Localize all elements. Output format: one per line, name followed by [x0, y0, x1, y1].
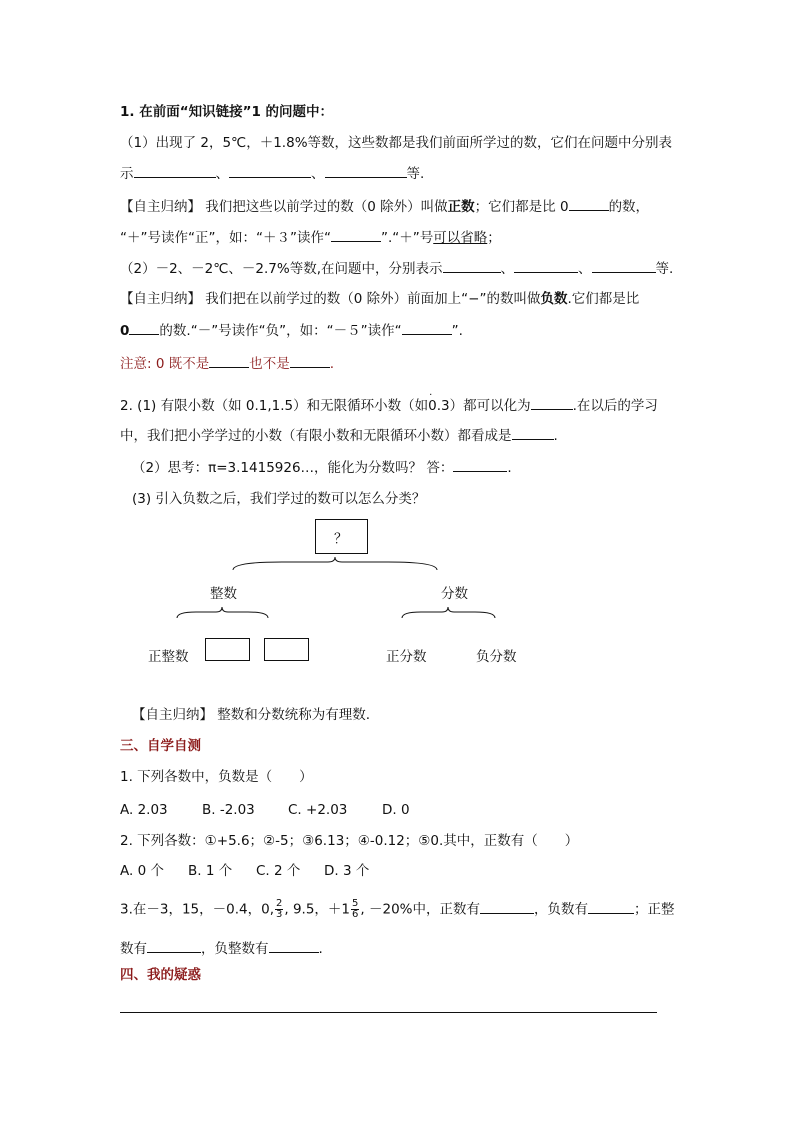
option-a[interactable]: A. 2.03	[120, 802, 168, 818]
diagram-fractions-label: 分数	[441, 586, 468, 602]
answer-blank[interactable]	[588, 900, 634, 914]
q1-part2: （2）－2、－2℃、－2.7%等数,在问题中，分别表示 、 、 等.	[120, 261, 674, 277]
q1-induction1-line2: “＋”号读作“正”，如：“＋３”读作“ ”.“＋”号可以省略；	[120, 230, 501, 246]
option-b[interactable]: B. -2.03	[202, 802, 255, 818]
diagram-positive-fractions-label: 正分数	[386, 649, 427, 665]
q2-part1-line1: 2. (1) 有限小数（如 0.1,1.5）和无限循环小数（如 · 0.3）都可以化为 .在以后的学习	[120, 390, 658, 414]
answer-blank[interactable]	[443, 259, 501, 273]
diagram-positive-integers-label: 正整数	[148, 649, 189, 665]
answer-blank[interactable]	[402, 321, 452, 335]
q1-title: 1. 在前面“知识链接”1 的问题中：	[120, 104, 334, 120]
section4-heading: 四、我的疑惑	[120, 967, 201, 983]
answer-blank[interactable]	[531, 396, 573, 410]
section3-heading: 三、自学自测	[120, 738, 201, 754]
pi-symbol: π	[208, 460, 217, 476]
fraction-two-thirds: $\frac{2}{3}$	[276, 898, 283, 920]
q1-note: 注意: 0 既不是 也不是 .	[120, 356, 335, 372]
option-b[interactable]: B. 1 个	[188, 863, 233, 879]
answer-blank[interactable]	[229, 164, 311, 178]
option-c[interactable]: C. 2 个	[256, 863, 301, 879]
answer-blank[interactable]	[569, 197, 609, 211]
answer-blank[interactable]	[209, 354, 249, 368]
diagram-integers-label: 整数	[210, 586, 237, 602]
answer-blank[interactable]	[514, 259, 578, 273]
diagram-blank-box-negative-integers[interactable]	[264, 638, 309, 661]
q1-induction2-line1: 【自主归纳】 我们把在以前学过的数（0 除外）前面加上“−”的数叫做负数.它们都是比	[120, 291, 640, 307]
option-d[interactable]: D. 0	[382, 802, 410, 818]
answer-blank[interactable]	[325, 164, 407, 178]
option-c[interactable]: C. +2.03	[288, 802, 348, 818]
diagram-root-label: ？	[334, 531, 348, 547]
fraction-five-sixths: $\frac{5}{6}$	[352, 898, 359, 920]
answer-blank[interactable]	[147, 939, 201, 953]
answer-blank[interactable]	[592, 259, 656, 273]
answer-blank[interactable]	[331, 228, 381, 242]
answer-blank[interactable]	[134, 164, 216, 178]
q2-part2: （2）思考：π=3.1415926…，能化为分数吗？ 答： .	[132, 460, 512, 476]
option-a[interactable]: A. 0 个	[120, 863, 164, 879]
answer-blank[interactable]	[512, 426, 554, 440]
answer-blank[interactable]	[129, 321, 159, 335]
s3-q1-options	[120, 801, 410, 819]
diagram-blank-box-zero[interactable]	[205, 638, 250, 661]
q2-part3: (3) 引入负数之后，我们学过的数可以怎么分类？	[132, 491, 426, 507]
q1-induction1-line1: 【自主归纳】 我们把这些以前学过的数（0 除外）叫做正数；它们都是比 0 的数，	[120, 199, 650, 215]
diagram-integers-brace	[176, 606, 269, 620]
s3-q2-options	[120, 862, 369, 880]
s3-q2: 2. 下列各数：①+5.6；②-5；③6.13；④-0.12；⑤0.其中，正数有（ ）	[120, 833, 579, 849]
answer-blank[interactable]	[290, 354, 330, 368]
q1-part1-line1: （1）出现了 2，5℃，＋1.8%等数，这些数都是我们前面所学过的数，它们在问题中分别表	[120, 135, 673, 151]
answer-blank[interactable]	[453, 458, 507, 472]
answer-blank[interactable]	[480, 900, 534, 914]
q1-part1-line2: 示 、 、 等.	[120, 166, 425, 182]
diagram-negative-fractions-label: 负分数	[476, 649, 517, 665]
q2-part1-line2: 中，我们把小学学过的小数（有限小数和无限循环小数）都看成是 .	[120, 428, 558, 444]
s3-q3-line2: 数有 ，负整数有 .	[120, 941, 323, 957]
diagram-fractions-brace	[401, 606, 496, 620]
option-d[interactable]: D. 3 个	[324, 863, 370, 879]
repeating-decimal: · 0.3	[428, 390, 450, 414]
s3-q3-line1: 3.在－3，15，－0.4，0, $\frac{2}{3}$ , 9.5，＋1 $\frac{5}{6}$ , －20%中，正数有 ，负数有 ；正整	[120, 898, 675, 920]
rational-summary: 【自主归纳】 整数和分数统称为有理数.	[132, 707, 371, 723]
s3-q1: 1. 下列各数中，负数是（ ）	[120, 769, 313, 785]
diagram-top-brace	[232, 556, 438, 572]
answer-blank[interactable]	[269, 939, 319, 953]
q1-induction2-line2: 0 的数.“－”号读作“负”，如：“－５”读作“ ”.	[120, 323, 463, 339]
doubts-answer-line[interactable]	[120, 1012, 657, 1013]
